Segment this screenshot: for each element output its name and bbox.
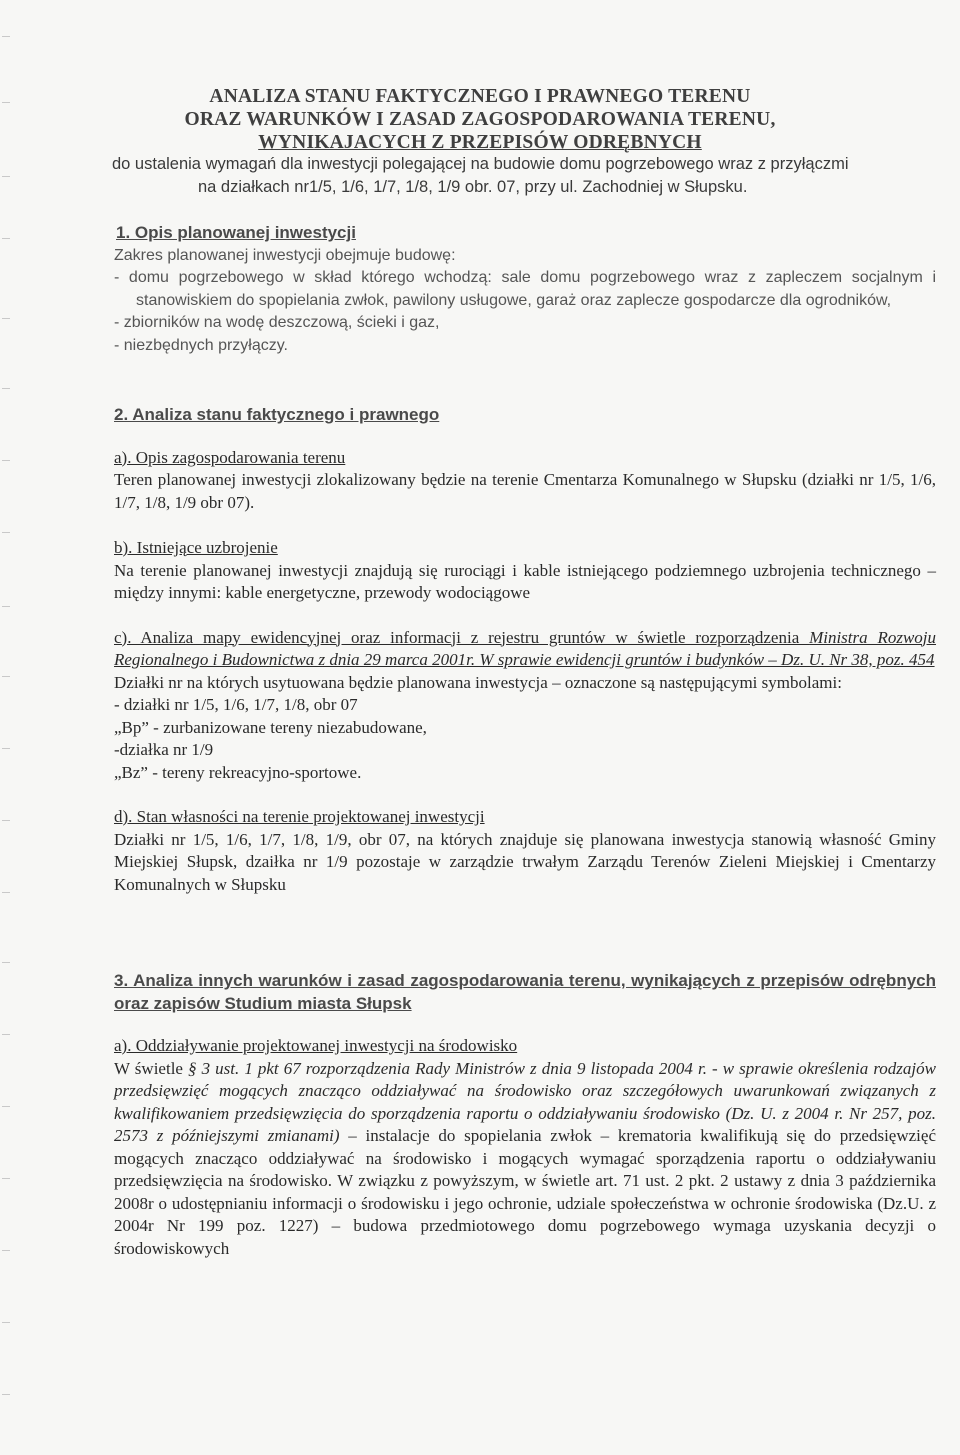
document-title xyxy=(100,85,860,154)
section-3 xyxy=(114,970,936,1260)
section-2 xyxy=(114,404,936,896)
section-2a-text: Teren planowanej inwestycji zlokalizowany będzie na terenie Cmentarza Komunalnego w Słupsku (działki nr 1/5, 1/6, 1/7, 1/8, 1/9 obr 07). xyxy=(114,470,936,512)
section-1-heading: 1. Opis planowanej inwestycji xyxy=(116,223,356,242)
section-3a-text xyxy=(114,1058,936,1261)
section-1-item: - niezbędnych przyłączy. xyxy=(114,336,288,354)
title-line-2: ORAZ WARUNKÓW I ZASAD ZAGOSPODAROWANIA TERENU, xyxy=(184,109,776,130)
section-2a-heading: a). Opis zagospodarowania terenu xyxy=(114,447,346,467)
section-3a-prefix: W świetle xyxy=(114,1058,189,1078)
section-2c-line: „Bp” - zurbanizowane tereny niezabudowane, xyxy=(114,717,427,737)
section-1 xyxy=(114,222,936,357)
section-3a-italic: § 3 ust. 1 pkt 67 rozporządzenia Rady Ministrów z dnia 9 listopada 2004 r. - w sprawie określenia rodzajów przedsięwzięć mogących znacząco oddziaływać na środowisko oraz szczegółowych uwarunkowań związanych z kwalifikowaniem przedsięwzięcia do sporządzenia raportu o oddziaływaniu środowisko (Dz. U. z 2004 r. Nr 257, poz. 2573 z późniejszymi zmianami) xyxy=(114,1058,936,1145)
section-2-heading: 2. Analiza stanu faktycznego i prawnego xyxy=(114,405,440,424)
subtitle-line-2: na działkach nr1/5, 1/6, 1/7, 1/8, 1/9 obr. 07, przy ul. Zachodniej w Słupsku. xyxy=(198,178,748,196)
section-1-item: - domu pogrzebowego w skład którego wchodzą: sale domu pogrzebowego wraz z zapleczem socjalnym i stanowiskiem do spopielania zwłok, pawilony usługowe, garaż oraz zaplecze gospodarcze dla ogrodników, xyxy=(114,269,936,309)
document-subtitle xyxy=(112,153,942,199)
section-3-heading: 3. Analiza innych warunków i zasad zagospodarowania terenu, wynikających z przepisów odrębnych oraz zapisów Studium miasta Słupsk xyxy=(114,971,936,1013)
subtitle-line-1: do ustalenia wymagań dla inwestycji polegającej na budowie domu pogrzebowego wraz z przyłączmi xyxy=(112,155,849,173)
section-3a-heading: a). Oddziaływanie projektowanej inwestycji na środowisko xyxy=(114,1036,518,1055)
section-3a-rest: – instalacje do spopielania zwłok – krematoria kwalifikują się do przedsięwzięć mogących znacząco oddziaływać na środowisko i mogących wymagać sporządzenia raportu o oddziaływaniu przedsięwzięcia na środowisko. W związku z powyższym, w świetle art. 71 ust. 2 pkt. 2 ustawy z dnia 3 października 2008r o udostępnianiu informacji o środowisku i jego ochronie, udziale społeczeństwa w ochronie środowiska (Dz.U. z 2004r Nr 199 poz. 1227) – budowa przedmiotowego domu pogrzebowego wymaga uzyskania decyzji o środowiskowych xyxy=(114,1126,936,1258)
section-2c-heading xyxy=(114,627,936,672)
section-1-intro: Zakres planowanej inwestycji obejmuje budowę: xyxy=(114,246,456,264)
section-2c-line: „Bz” - tereny rekreacyjno-sportowe. xyxy=(114,762,362,782)
section-1-item: - zbiorników na wodę deszczową, ścieki i gaz, xyxy=(114,314,440,331)
section-2d-text: Działki nr 1/5, 1/6, 1/7, 1/8, 1/9, obr 07, na których znajduje się planowana inwestycja stanowią własność Gminy Miejskiej Słupsk, dzaiłka nr 1/9 pozostaje w zarządzie trwałym Zarządu Terenów Zieleni Miejskiej i Cmentarzy Komunalnych w Słupsku xyxy=(114,829,936,894)
section-2b-heading: b). Istniejące uzbrojenie xyxy=(114,538,278,557)
section-2b-text: Na terenie planowanej inwestycji znajdują się rurociągi i kable istniejącego podziemnego uzbrojenia technicznego – między innymi: kable energetyczne, przewody wodociągowe xyxy=(114,560,936,602)
scan-margin-ticks xyxy=(0,0,14,1455)
title-line-3: WYNIKAJACYCH Z PRZEPISÓW ODRĘBNYCH xyxy=(258,132,702,153)
title-line-1: ANALIZA STANU FAKTYCZNEGO I PRAWNEGO TERENU xyxy=(209,86,751,107)
section-2d-heading: d). Stan własności na terenie projektowanej inwestycji xyxy=(114,807,485,826)
section-2c-line: -działka nr 1/9 xyxy=(114,740,214,759)
section-2c-line: - działki nr 1/5, 1/6, 1/7, 1/8, obr 07 xyxy=(114,695,358,714)
section-2c-heading-italic: Ministra Rozwoju Regionalnego i Budownictwa z dnia 29 marca 2001r. W sprawie ewidencji gruntów i budynków – Dz. U. Nr 38, poz. 454 xyxy=(114,627,937,669)
section-2c-text: Działki nr na których usytuowana będzie planowana inwestycja – oznaczone są następującymi symbolami: xyxy=(114,672,842,692)
section-2c-heading-plain: c). Analiza mapy ewidencyjnej oraz informacji z rejestru gruntów w świetle rozporządzenia xyxy=(114,627,810,647)
